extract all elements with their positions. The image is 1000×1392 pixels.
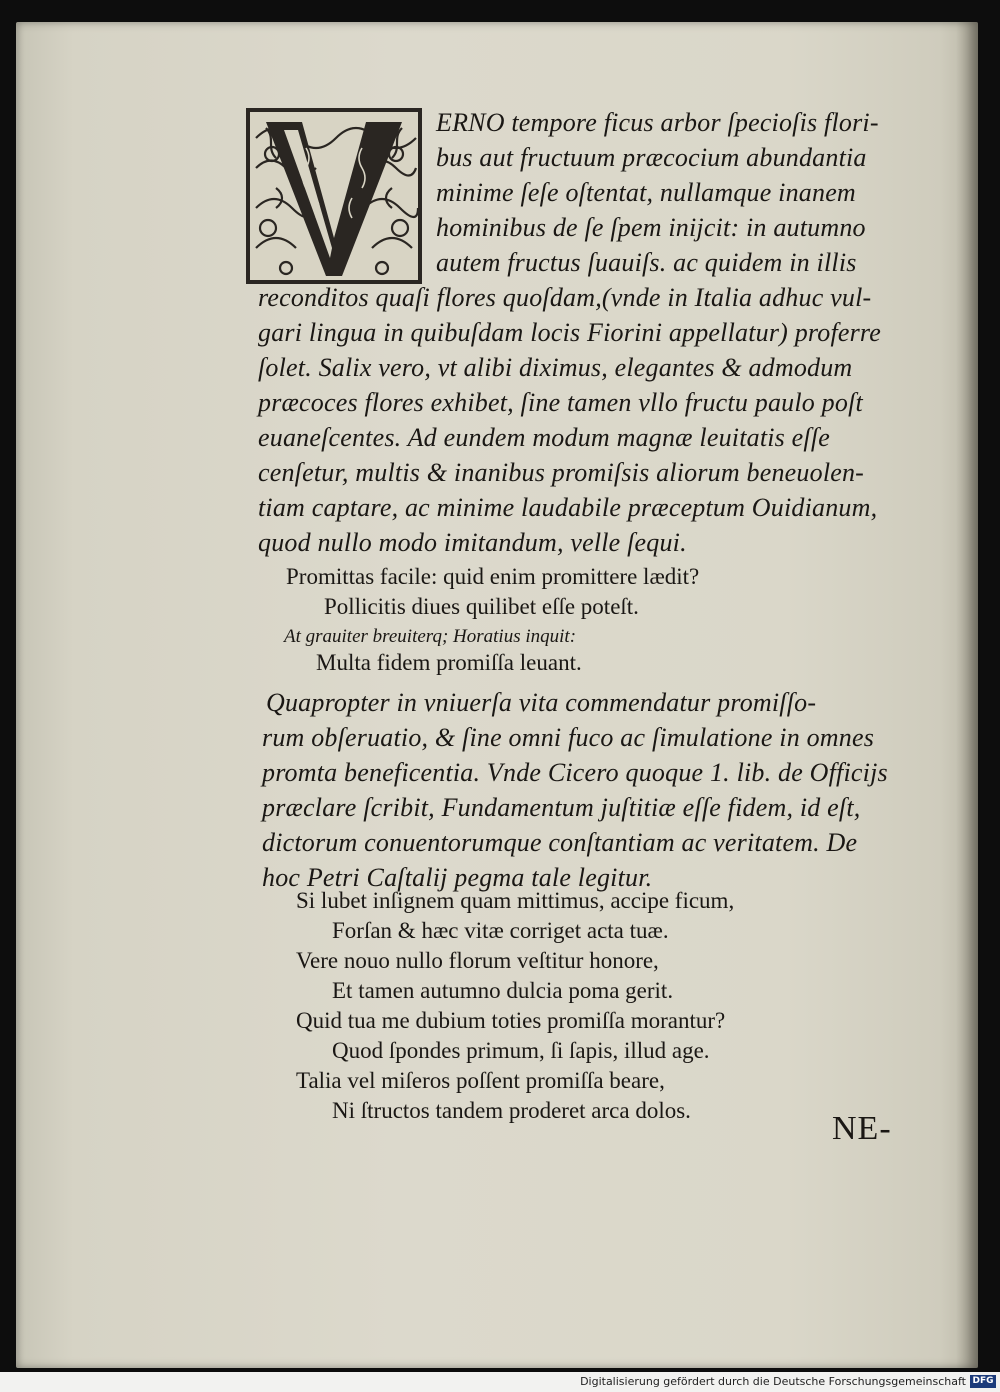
text-line: hoc Petri Caſtalij pegma tale legitur. — [262, 863, 653, 892]
catchword: NE- — [832, 1110, 892, 1147]
text-line: præcoces flores exhibet, ſine tamen vllo fructu paulo poſt — [258, 388, 863, 417]
text-line: Quapropter in vniuerſa vita commendatur promiſſo- — [266, 688, 817, 717]
text-line: tiam captare, ac minime laudabile præceptum Ouidianum, — [258, 493, 878, 522]
text-line: promta beneficentia. Vnde Cicero quoque 1. lib. de Officijs — [262, 758, 888, 787]
dfg-logo-icon[interactable]: DFG — [970, 1375, 996, 1388]
verse-line: Quod ſpondes primum, ſi ſapis, illud age. — [332, 1038, 710, 1063]
text-line: cenſetur, multis & inanibus promiſsis aliorum beneuolen- — [258, 458, 865, 487]
verse-line: Et tamen autumno dulcia poma gerit. — [332, 978, 674, 1003]
verse-line: Vere nouo nullo florum veſtitur honore, — [296, 948, 659, 973]
footer-bar — [0, 1372, 1000, 1392]
text-line: dictorum conuentorumque conſtantiam ac veritatem. De — [262, 828, 858, 857]
text-line: euaneſcentes. Ad eundem modum magnæ leuitatis eſſe — [258, 423, 831, 452]
verse-line: Quid tua me dubium toties promiſſa morantur? — [296, 1008, 726, 1033]
text-line: præclare ſcribit, Fundamentum juſtitiæ eſſe fidem, id eſt, — [262, 793, 861, 822]
text-line: ſolet. Salix vero, vt alibi diximus, elegantes & admodum — [258, 353, 853, 382]
verse-line: Multa fidem promiſſa leuant. — [316, 650, 582, 675]
text-line: reconditos quaſi flores quoſdam,(vnde in Italia adhuc vul- — [258, 283, 872, 312]
decorated-initial-v — [246, 108, 422, 284]
page-edge-shadow — [956, 22, 978, 1368]
verse-line: Si lubet inſignem quam mittimus, accipe ficum, — [296, 888, 735, 913]
verse-line: Pollicitis diues quilibet eſſe poteſt. — [324, 594, 639, 619]
quote-intro: At grauiter breuiterq; Horatius inquit: — [284, 626, 577, 647]
text-line: rum obſeruatio, & ſine omni fuco ac ſimulatione in omnes — [262, 723, 875, 752]
text-line: bus aut fructuum præcocium abundantia — [436, 143, 867, 172]
text-line: autem fructus ſuauiſs. ac quidem in illis — [436, 248, 857, 277]
text-line: quod nullo modo imitandum, velle ſequi. — [258, 528, 687, 557]
verse-line: Forſan & hæc vitæ corriget acta tuæ. — [332, 918, 669, 943]
text-line: minime ſeſe oſtentat, nullamque inanem — [436, 178, 856, 207]
verse-line: Talia vel miſeros poſſent promiſſa beare, — [296, 1068, 665, 1093]
text-line: gari lingua in quibuſdam locis Fiorini appellatur) proferre — [258, 318, 882, 347]
funding-credit[interactable]: Digitalisierung gefördert durch die Deutsche Forschungsgemeinschaft — [580, 1375, 966, 1388]
verse-line: Ni ſtructos tandem proderet arca dolos. — [332, 1098, 691, 1123]
text-line: ERNO tempore ficus arbor ſpecioſis flori- — [436, 108, 879, 137]
verse-line: Promittas facile: quid enim promittere lædit? — [286, 564, 700, 589]
text-line: hominibus de ſe ſpem inijcit: in autumno — [436, 213, 866, 242]
